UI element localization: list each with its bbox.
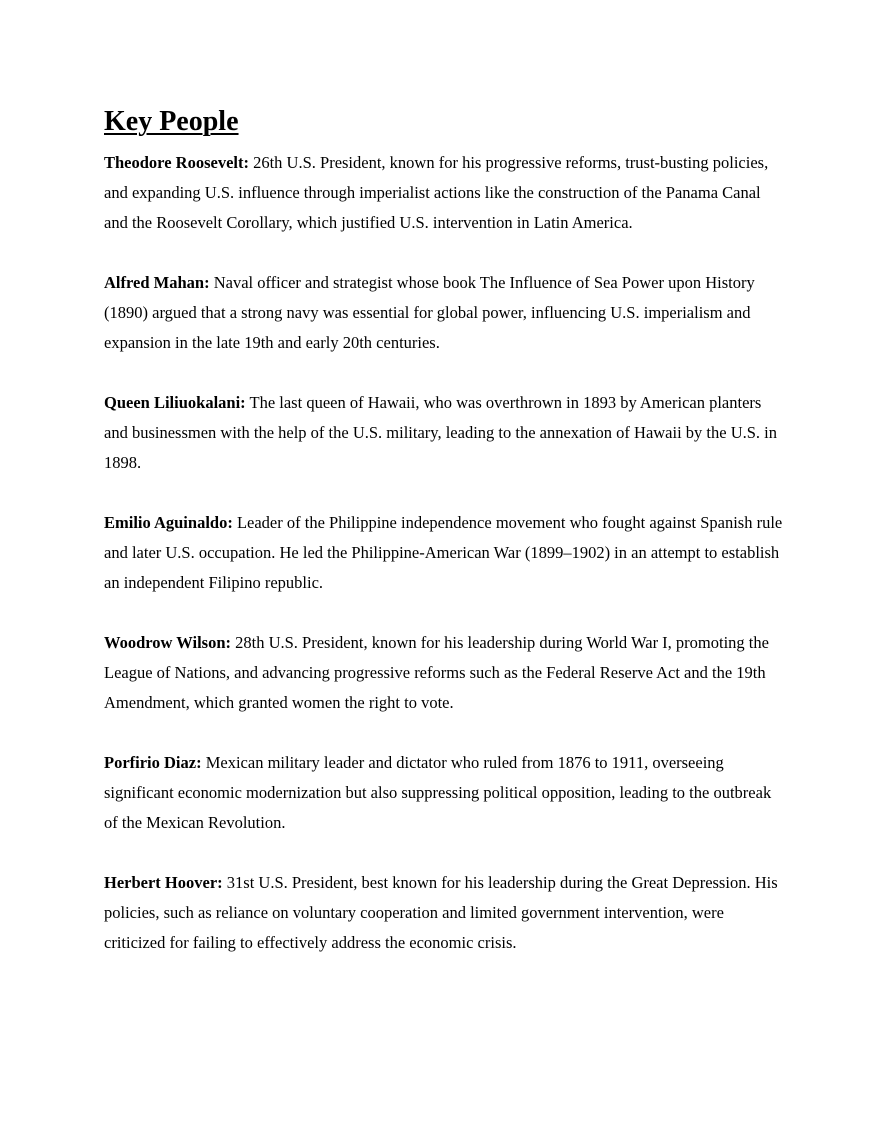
person-name: Queen Liliuokalani: [104, 393, 246, 412]
person-entry [104, 628, 784, 718]
person-name: Herbert Hoover: [104, 873, 223, 892]
person-entry [104, 748, 784, 838]
person-entry [104, 508, 784, 598]
person-name: Alfred Mahan: [104, 273, 210, 292]
person-description: Leader of the Philippine independence movement who fought against Spanish rule and later U.S. occupation. He led the Philippine-American War (1899–1902) in an attempt to establish an independent Filipino republic. [104, 513, 783, 592]
document-page [104, 104, 784, 988]
person-name: Emilio Aguinaldo: [104, 513, 233, 532]
person-entry [104, 148, 784, 238]
person-description: 26th U.S. President, known for his progressive reforms, trust-busting policies, and expanding U.S. influence through imperialist actions like the construction of the Panama Canal and the Roosevelt Corollary, which justified U.S. intervention in Latin America. [104, 153, 769, 232]
person-name: Theodore Roosevelt: [104, 153, 249, 172]
page-title: Key People [104, 106, 239, 137]
person-entry [104, 268, 784, 358]
person-description: Mexican military leader and dictator who ruled from 1876 to 1911, overseeing significant economic modernization but also suppressing political opposition, leading to the outbreak of the Mexican Revolution. [104, 753, 772, 832]
person-entry [104, 868, 784, 958]
person-description: Naval officer and strategist whose book The Influence of Sea Power upon History (1890) argued that a strong navy was essential for global power, influencing U.S. imperialism and expansion in the late 19th and early 20th centuries. [104, 273, 755, 352]
person-name: Porfirio Diaz: [104, 753, 202, 772]
person-entry [104, 388, 784, 478]
person-description: 28th U.S. President, known for his leadership during World War I, promoting the League of Nations, and advancing progressive reforms such as the Federal Reserve Act and the 19th Amendment, which granted women the right to vote. [104, 633, 769, 712]
person-description: 31st U.S. President, best known for his leadership during the Great Depression. His policies, such as reliance on voluntary cooperation and limited government intervention, were criticized for failing to effectively address the economic crisis. [104, 873, 778, 952]
person-description: The last queen of Hawaii, who was overthrown in 1893 by American planters and businessmen with the help of the U.S. military, leading to the annexation of Hawaii by the U.S. in 1898. [104, 393, 778, 472]
person-name: Woodrow Wilson: [104, 633, 231, 652]
